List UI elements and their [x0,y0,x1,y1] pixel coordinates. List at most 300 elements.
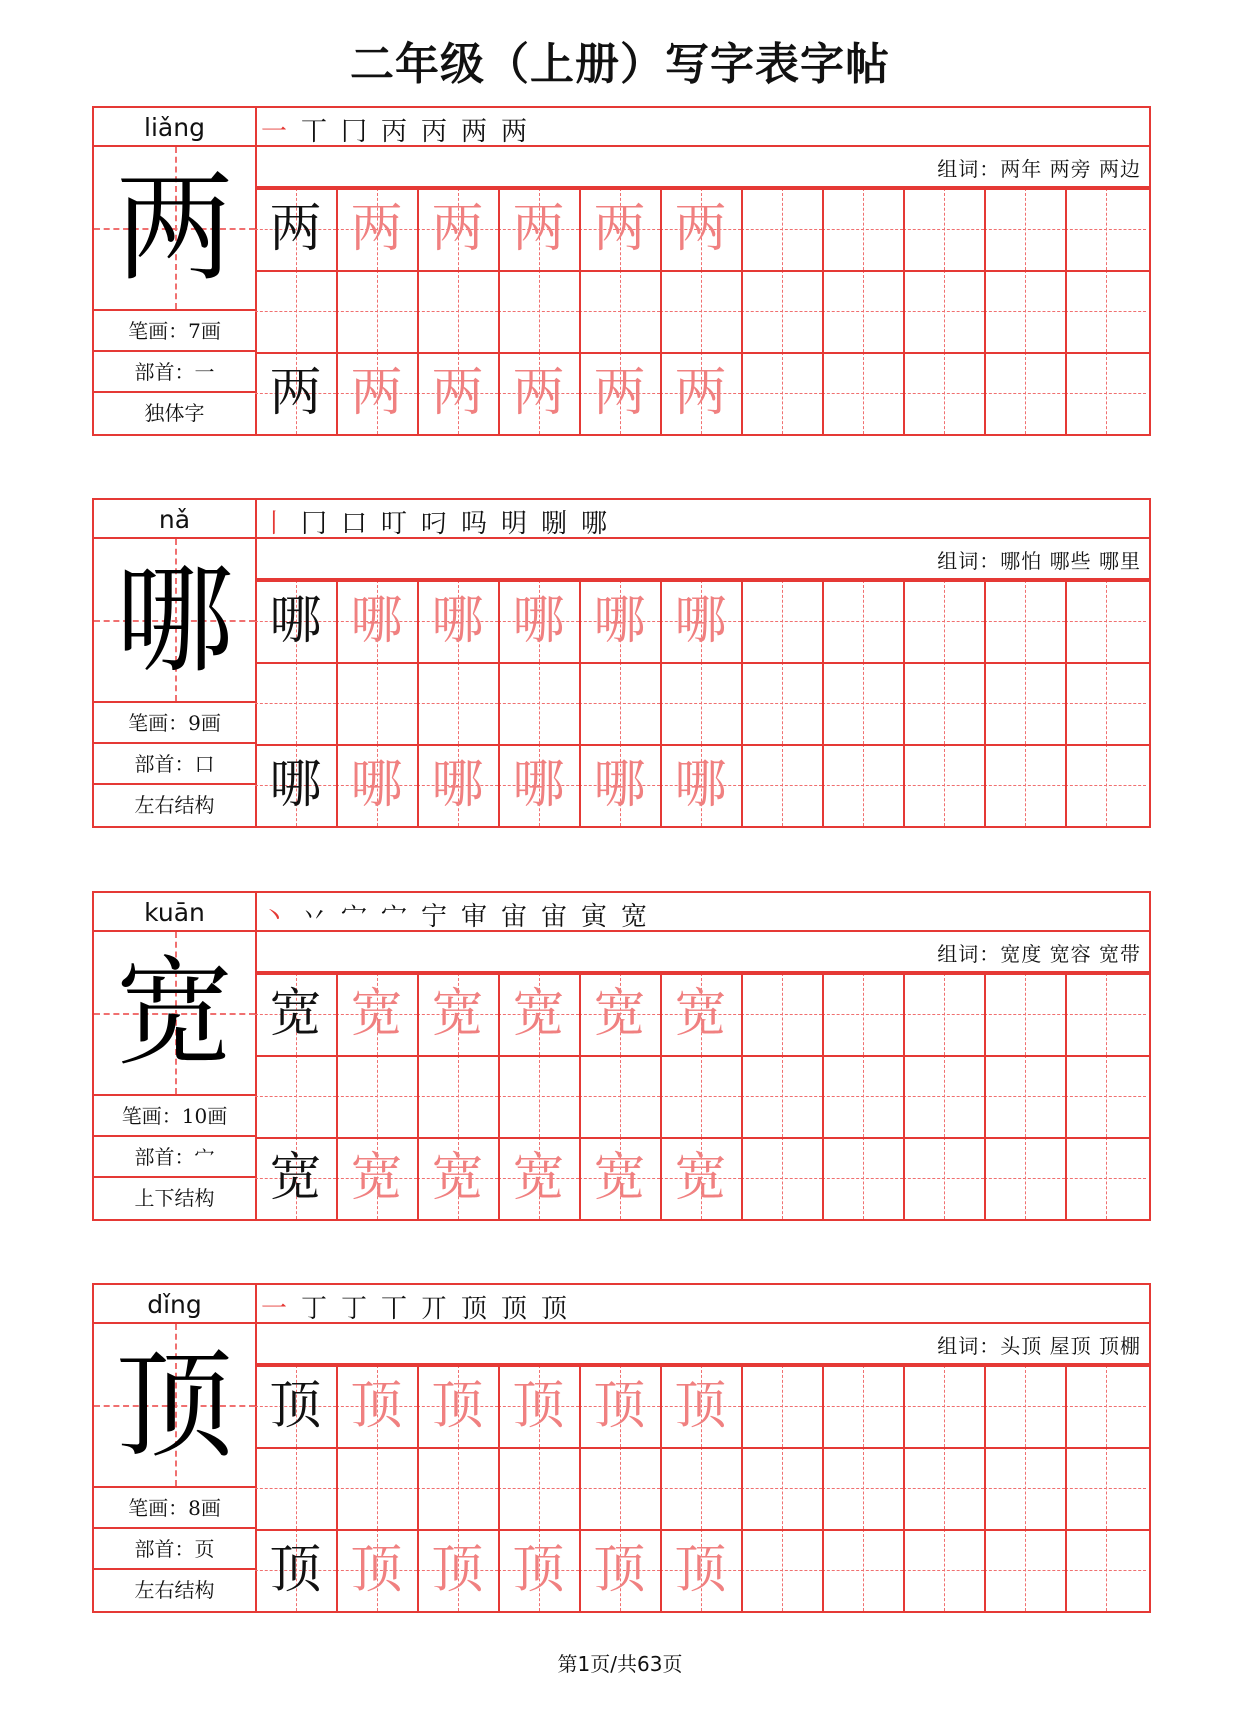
guide-line-vertical [1106,744,1107,826]
trace-character: 两 [350,363,403,423]
trace-character: 两 [593,199,646,259]
grid-line-vertical [822,580,824,826]
example-character: 哪 [269,591,322,651]
stroke-count-label: 笔画：8画 [94,1488,255,1529]
practice-cell[interactable] [660,352,741,434]
practice-cell[interactable] [255,973,336,1055]
grid-line-vertical [498,188,500,434]
guide-line-vertical [1025,973,1026,1055]
trace-character: 顶 [674,1376,727,1436]
example-character: 两 [269,363,322,423]
practice-cell[interactable] [498,1137,579,1219]
stroke-step: 顶 [541,1294,568,1324]
trace-character: 两 [431,363,484,423]
trace-character: 宽 [431,984,484,1044]
stroke-step: 丷 [301,902,328,932]
practice-cell[interactable] [741,662,822,744]
guide-line-vertical [620,270,621,352]
trace-character: 宽 [431,1148,484,1208]
trace-character: 宽 [350,984,403,1044]
practice-cell[interactable] [255,188,336,270]
practice-cell[interactable] [1065,352,1146,434]
practice-cell[interactable] [417,580,498,662]
radical-label: 部首：一 [94,352,255,393]
guide-line-vertical [1106,580,1107,662]
trace-character: 哪 [674,755,727,815]
guide-line-vertical [863,1055,864,1137]
stroke-step: 冂 [301,509,328,539]
practice-cell[interactable] [903,1055,984,1137]
guide-line-vertical [863,1137,864,1219]
stroke-count-label: 笔画：7画 [94,311,255,352]
practice-cell[interactable] [984,1529,1065,1611]
guide-line-vertical [458,662,459,744]
practice-cell[interactable] [903,188,984,270]
practice-cell[interactable] [417,188,498,270]
character-block [92,498,1151,828]
trace-character: 宽 [674,1148,727,1208]
practice-cell[interactable] [255,744,336,826]
trace-character: 宽 [593,1148,646,1208]
guide-line-vertical [1025,1529,1026,1611]
guide-line-vertical [1106,188,1107,270]
practice-cell[interactable] [498,352,579,434]
guide-line-vertical [782,1055,783,1137]
practice-cell[interactable] [498,188,579,270]
trace-character: 两 [512,199,565,259]
stroke-step: 一 [261,1294,288,1324]
stroke-step: 宁 [421,902,448,932]
practice-cell[interactable] [498,1365,579,1447]
stroke-step: 丨 [261,509,288,539]
practice-cell[interactable] [579,744,660,826]
practice-cell[interactable] [498,744,579,826]
guide-line-vertical [944,580,945,662]
practice-cell[interactable] [660,1137,741,1219]
practice-cell[interactable] [903,1447,984,1529]
practice-cell[interactable] [579,1365,660,1447]
practice-cell[interactable] [417,662,498,744]
practice-cell[interactable] [336,1447,417,1529]
guide-line-vertical [1025,352,1026,434]
word-examples-row [255,932,1149,973]
practice-cell[interactable] [822,973,903,1055]
guide-line-vertical [377,1447,378,1529]
practice-cell[interactable] [741,744,822,826]
grid-line-vertical [660,188,662,434]
practice-cell[interactable] [498,1529,579,1611]
grid-line-horizontal [255,1447,1149,1449]
grid-line-vertical [579,188,581,434]
trace-character: 顶 [431,1376,484,1436]
practice-cell[interactable] [984,1137,1065,1219]
practice-cell[interactable] [336,188,417,270]
stroke-step: 审 [461,902,488,932]
practice-cell[interactable] [417,1365,498,1447]
practice-cell[interactable] [741,1365,822,1447]
model-character: 两 [115,159,234,297]
guide-line-vertical [1025,1055,1026,1137]
practice-cell[interactable] [417,1447,498,1529]
stroke-step: 丅 [301,117,328,147]
grid-line-vertical [741,188,743,434]
practice-cell[interactable] [822,188,903,270]
practice-cell[interactable] [660,580,741,662]
stroke-step: 哵 [541,509,568,539]
practice-cell[interactable] [579,973,660,1055]
stroke-step: 丁 [341,1294,368,1324]
guide-line-vertical [944,1137,945,1219]
guide-line-vertical [458,270,459,352]
practice-cell[interactable] [660,1447,741,1529]
guide-line-vertical [458,1055,459,1137]
practice-cell[interactable] [984,744,1065,826]
practice-cell[interactable] [417,270,498,352]
practice-cell[interactable] [255,352,336,434]
practice-cell[interactable] [984,188,1065,270]
practice-cell[interactable] [660,1365,741,1447]
example-character: 宽 [269,984,322,1044]
practice-cell[interactable] [579,1055,660,1137]
pinyin-label: liǎng [94,108,255,147]
guide-line-vertical [863,1529,864,1611]
practice-cell[interactable] [255,580,336,662]
radical-label: 部首：宀 [94,1137,255,1178]
practice-cell[interactable] [903,352,984,434]
practice-cell[interactable] [660,1529,741,1611]
practice-cell[interactable] [984,1447,1065,1529]
model-character-cell [94,539,255,703]
character-block [92,106,1151,436]
grid-line-horizontal [255,1055,1149,1057]
practice-cell[interactable] [579,352,660,434]
guide-line-vertical [782,352,783,434]
character-info-column [94,500,257,826]
grid-line-horizontal [255,188,1149,190]
practice-cell[interactable] [1065,1447,1146,1529]
practice-cell[interactable] [498,580,579,662]
stroke-step: 一 [261,117,288,147]
practice-cell[interactable] [660,270,741,352]
practice-cell[interactable] [903,744,984,826]
practice-cell[interactable] [498,1055,579,1137]
practice-cell[interactable] [336,1365,417,1447]
practice-cell[interactable] [417,1137,498,1219]
example-character: 哪 [269,755,322,815]
practice-cell[interactable] [822,1447,903,1529]
grid-line-vertical [741,580,743,826]
guide-line-vertical [1106,270,1107,352]
guide-line-vertical [701,1447,702,1529]
guide-line-vertical [863,1365,864,1447]
practice-cell[interactable] [336,580,417,662]
practice-cell[interactable] [741,1055,822,1137]
practice-cell[interactable] [660,188,741,270]
practice-cell[interactable] [498,973,579,1055]
practice-cell[interactable] [336,352,417,434]
guide-line-vertical [377,662,378,744]
grid-line-vertical [822,1365,824,1611]
guide-line-vertical [944,1529,945,1611]
stroke-step: 叮 [381,509,408,539]
practice-cell[interactable] [255,1529,336,1611]
practice-cell[interactable] [1065,744,1146,826]
radical-label: 部首：页 [94,1529,255,1570]
guide-line-vertical [1106,1447,1107,1529]
structure-label: 左右结构 [134,1578,215,1602]
practice-cell[interactable] [984,1365,1065,1447]
model-character-cell [94,932,255,1096]
grid-line-vertical [903,188,905,434]
practice-cell[interactable] [255,662,336,744]
guide-line-vertical [1106,1137,1107,1219]
practice-cell[interactable] [903,1365,984,1447]
stroke-step: 寅 [581,902,608,932]
practice-cell[interactable] [1065,270,1146,352]
practice-cell[interactable] [660,662,741,744]
practice-cell[interactable] [579,580,660,662]
pinyin-label: kuān [94,893,255,932]
practice-cell[interactable] [336,1137,417,1219]
practice-cell[interactable] [579,188,660,270]
guide-line-vertical [701,662,702,744]
trace-character: 顶 [431,1540,484,1600]
practice-cell[interactable] [579,1529,660,1611]
trace-character: 哪 [350,591,403,651]
practice-cell[interactable] [1065,973,1146,1055]
trace-character: 顶 [593,1540,646,1600]
model-character: 哪 [115,551,234,689]
practice-cell[interactable] [741,352,822,434]
grid-line-horizontal [255,744,1149,746]
practice-cell[interactable] [1065,1529,1146,1611]
trace-character: 宽 [350,1148,403,1208]
practice-cell[interactable] [336,1055,417,1137]
practice-cell[interactable] [822,352,903,434]
trace-character: 宽 [593,984,646,1044]
stroke-step: 冂 [341,117,368,147]
trace-character: 哪 [350,755,403,815]
practice-cell[interactable] [903,973,984,1055]
grid-line-horizontal [255,352,1149,354]
example-character: 顶 [269,1540,322,1600]
character-info-column [94,893,257,1219]
practice-cell[interactable] [741,1447,822,1529]
practice-cell[interactable] [498,1447,579,1529]
practice-cell[interactable] [822,270,903,352]
practice-cell[interactable] [255,270,336,352]
guide-line-vertical [377,270,378,352]
guide-line-vertical [1025,1365,1026,1447]
guide-line-vertical [1106,973,1107,1055]
trace-character: 两 [512,363,565,423]
stroke-step: 顶 [501,1294,528,1324]
practice-cell[interactable] [336,662,417,744]
practice-cell[interactable] [255,1447,336,1529]
guide-line-vertical [782,1137,783,1219]
stroke-step: 丙 [381,117,408,147]
model-character: 顶 [115,1336,234,1474]
practice-cell[interactable] [579,1137,660,1219]
stroke-count-label: 笔画：10画 [94,1096,255,1137]
practice-cell[interactable] [903,1529,984,1611]
practice-cell[interactable] [822,1055,903,1137]
trace-character: 哪 [593,591,646,651]
trace-character: 哪 [431,755,484,815]
word-examples-row [255,147,1149,188]
practice-cell[interactable] [660,744,741,826]
practice-cell[interactable] [741,188,822,270]
grid-line-vertical [741,1365,743,1611]
practice-cell[interactable] [984,973,1065,1055]
guide-line-vertical [1106,1055,1107,1137]
practice-cell[interactable] [579,1447,660,1529]
practice-grid [255,188,1149,434]
stroke-step: 口 [341,509,368,539]
grid-line-vertical [579,973,581,1219]
practice-cell[interactable] [741,580,822,662]
grid-line-vertical [1065,580,1067,826]
example-character: 顶 [269,1376,322,1436]
practice-cell[interactable] [822,580,903,662]
radical-label: 部首：口 [94,744,255,785]
practice-cell[interactable] [1065,188,1146,270]
practice-cell[interactable] [417,744,498,826]
practice-cell[interactable] [984,270,1065,352]
grid-line-vertical [984,580,986,826]
practice-cell[interactable] [336,973,417,1055]
stroke-order-row [255,108,1149,147]
grid-line-vertical [579,1365,581,1611]
practice-cell[interactable] [255,1365,336,1447]
practice-cell[interactable] [417,1529,498,1611]
practice-cell[interactable] [822,1137,903,1219]
grid-line-vertical [336,188,338,434]
practice-cell[interactable] [741,973,822,1055]
practice-cell[interactable] [660,1055,741,1137]
practice-cell[interactable] [1065,662,1146,744]
practice-cell[interactable] [984,352,1065,434]
practice-cell[interactable] [822,1365,903,1447]
stroke-order-row [255,893,1149,932]
character-block [92,1283,1151,1613]
practice-cell[interactable] [741,1137,822,1219]
trace-character: 哪 [431,591,484,651]
guide-line-vertical [944,270,945,352]
practice-cell[interactable] [903,662,984,744]
practice-cell[interactable] [822,744,903,826]
trace-character: 哪 [674,591,727,651]
grid-line-horizontal [255,270,1149,272]
guide-line-vertical [701,1055,702,1137]
guide-line-vertical [458,1447,459,1529]
practice-cell[interactable] [336,744,417,826]
guide-line-vertical [863,188,864,270]
practice-cell[interactable] [417,1055,498,1137]
grid-line-vertical [660,1365,662,1611]
practice-cell[interactable] [336,1529,417,1611]
practice-cell[interactable] [336,270,417,352]
grid-line-vertical [417,580,419,826]
character-info-column [94,108,257,434]
guide-line-vertical [1106,662,1107,744]
guide-line-vertical [944,1055,945,1137]
practice-cell[interactable] [741,270,822,352]
practice-cell[interactable] [255,1137,336,1219]
guide-line-vertical [863,744,864,826]
practice-cell[interactable] [579,270,660,352]
grid-line-vertical [579,580,581,826]
practice-cell[interactable] [1065,1365,1146,1447]
practice-cell[interactable] [903,580,984,662]
grid-line-horizontal [255,580,1149,582]
grid-line-vertical [498,580,500,826]
grid-line-horizontal [255,1137,1149,1139]
practice-cell[interactable] [498,270,579,352]
guide-line-vertical [863,352,864,434]
example-character: 两 [269,199,322,259]
trace-character: 顶 [593,1376,646,1436]
guide-line-vertical [944,1365,945,1447]
grid-line-vertical [660,973,662,1219]
stroke-count-label: 笔画：9画 [94,703,255,744]
guide-line-vertical [539,1055,540,1137]
guide-line-vertical [944,973,945,1055]
grid-line-vertical [822,973,824,1219]
grid-line-vertical [984,188,986,434]
practice-cell[interactable] [417,352,498,434]
practice-cell[interactable] [903,270,984,352]
stroke-step: 宀 [381,902,408,932]
grid-line-vertical [1065,188,1067,434]
trace-character: 顶 [350,1376,403,1436]
grid-line-vertical [984,973,986,1219]
practice-cell[interactable] [984,1055,1065,1137]
practice-cell[interactable] [822,662,903,744]
practice-cell[interactable] [1065,1137,1146,1219]
practice-cell[interactable] [255,1055,336,1137]
guide-line-vertical [782,1365,783,1447]
stroke-order-row [255,500,1149,539]
grid-line-vertical [903,1365,905,1611]
grid-line-vertical [417,1365,419,1611]
pinyin-label: dǐng [94,1285,255,1324]
guide-line-vertical [539,270,540,352]
stroke-step: 宀 [341,902,368,932]
practice-cell[interactable] [1065,1055,1146,1137]
practice-cell[interactable] [822,1529,903,1611]
guide-line-vertical [1025,580,1026,662]
practice-cell[interactable] [579,662,660,744]
practice-cell[interactable] [984,580,1065,662]
model-character: 宽 [115,944,234,1082]
trace-character: 哪 [593,755,646,815]
practice-cell[interactable] [984,662,1065,744]
practice-cell[interactable] [498,662,579,744]
practice-cell[interactable] [903,1137,984,1219]
grid-line-vertical [984,1365,986,1611]
practice-cell[interactable] [1065,580,1146,662]
stroke-step: 宙 [541,902,568,932]
guide-line-vertical [1025,662,1026,744]
word-examples: 组词：宽度 宽容 宽带 [937,942,1141,966]
practice-cell[interactable] [741,1529,822,1611]
grid-line-vertical [903,973,905,1219]
practice-cell[interactable] [660,973,741,1055]
practice-cell[interactable] [417,973,498,1055]
guide-line-vertical [377,1055,378,1137]
stroke-step: 丙 [421,117,448,147]
